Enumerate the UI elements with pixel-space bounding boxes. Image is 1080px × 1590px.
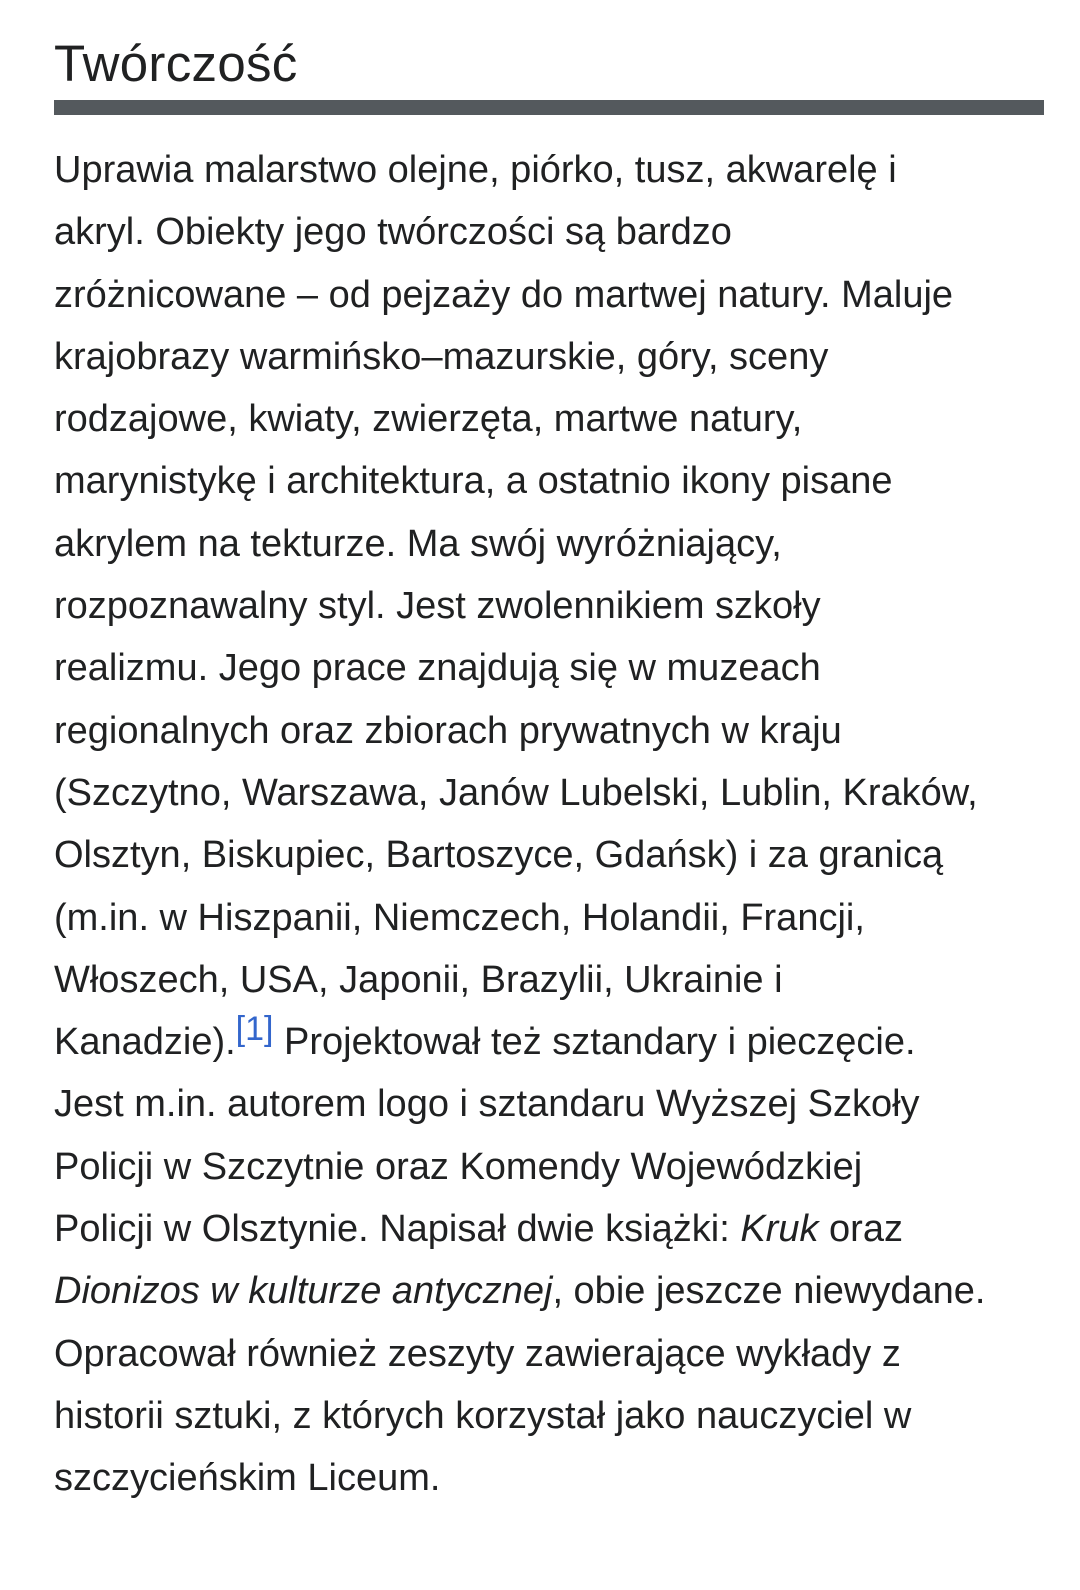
section-heading[interactable]: Twórczość: [54, 35, 298, 92]
paragraph-line: zróżnicowane – od pejzaży do martwej natury. Maluje: [54, 273, 954, 316]
paragraph-line: Policji w Szczytnie oraz Komendy Wojewódzkiej: [54, 1145, 863, 1188]
paragraph-line: krajobrazy warmińsko–mazurskie, góry, sceny: [54, 335, 829, 378]
book-title-dionizos: Dionizos w kulturze antycznej: [54, 1270, 553, 1313]
paragraph-line: realizmu. Jego prace znajdują się w muzeach: [54, 647, 821, 690]
paragraph-text: Kanadzie).: [54, 1021, 236, 1064]
paragraph-text: Policji w Olsztynie. Napisał dwie książki:: [54, 1208, 741, 1251]
section-paragraph: [54, 139, 1044, 1510]
paragraph-line: rodzajowe, kwiaty, zwierzęta, martwe natury,: [54, 398, 803, 441]
book-title-kruk: Kruk: [740, 1208, 819, 1251]
heading-divider: [54, 100, 1044, 115]
paragraph-line: historii sztuki, z których korzystał jako nauczyciel w: [54, 1394, 912, 1437]
paragraph-line: (Szczytno, Warszawa, Janów Lubelski, Lublin, Kraków,: [54, 771, 978, 814]
paragraph-line: [54, 1198, 1044, 1260]
article-section: [54, 32, 1044, 1510]
paragraph-line: rozpoznawalny styl. Jest zwolennikiem szkoły: [54, 585, 821, 628]
paragraph-line: Włoszech, USA, Japonii, Brazylii, Ukrainie i: [54, 958, 783, 1001]
paragraph-line: [54, 1011, 1044, 1073]
paragraph-text: , obie jeszcze niewydane.: [552, 1270, 986, 1313]
paragraph-line: Uprawia malarstwo olejne, piórko, tusz, akwarelę i: [54, 149, 897, 191]
paragraph-line: Jest m.in. autorem logo i sztandaru Wyższej Szkoły: [54, 1083, 920, 1126]
paragraph-line: akrylem na tekturze. Ma swój wyróżniający,: [54, 522, 782, 565]
paragraph-text: oraz: [818, 1208, 903, 1251]
paragraph-line: marynistykę i architektura, a ostatnio ikony pisane: [54, 460, 893, 503]
paragraph-line: Olsztyn, Biskupiec, Bartoszyce, Gdańsk) i za granicą: [54, 834, 944, 877]
paragraph-line: [54, 1260, 1044, 1322]
paragraph-line: akryl. Obiekty jego twórczości są bardzo: [54, 211, 732, 254]
paragraph-line: Opracował również zeszyty zawierające wykłady z: [54, 1332, 901, 1375]
paragraph-line: szczycieńskim Liceum.: [54, 1457, 441, 1500]
reference-link-1[interactable]: [1]: [235, 1010, 274, 1049]
paragraph-line: regionalnych oraz zbiorach prywatnych w kraju: [54, 709, 842, 752]
paragraph-text: Projektował też sztandary i pieczęcie.: [273, 1021, 916, 1064]
paragraph-line: (m.in. w Hiszpanii, Niemczech, Holandii, Francji,: [54, 896, 865, 939]
